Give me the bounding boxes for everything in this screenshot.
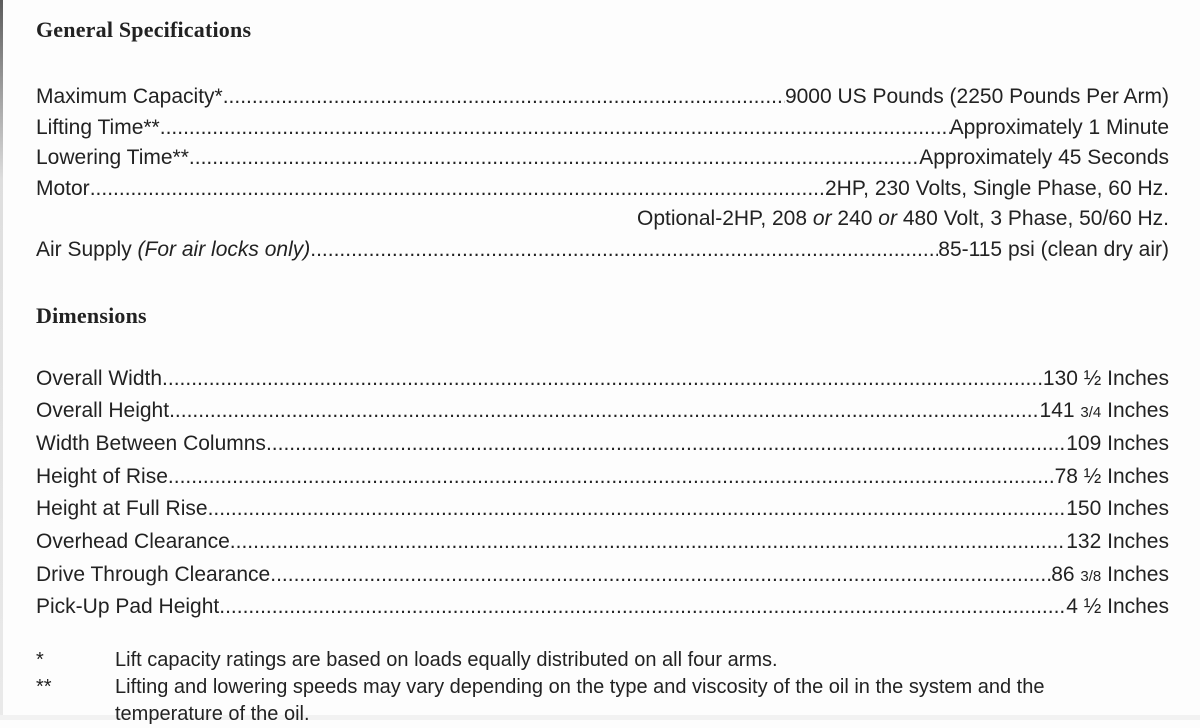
footnote-line: temperature of the oil. <box>115 703 310 726</box>
spec-label: Motor <box>36 176 90 200</box>
dim-row-pick-up-pad-height <box>36 592 1169 625</box>
dim-value-unit: Inches <box>1101 595 1169 619</box>
footnote-capacity <box>36 647 1164 674</box>
spec-value: 9000 US Pounds (2250 Pounds Per Arm) <box>784 85 1169 108</box>
dot-leader <box>162 364 1043 395</box>
dim-value <box>1055 462 1169 495</box>
motor-optional-text: 240 <box>831 207 879 231</box>
spec-row-maximum-capacity <box>36 82 1169 113</box>
footnote-marker: * <box>36 649 44 672</box>
dim-value-number: 78 ½ <box>1054 464 1102 488</box>
dim-value-number: 86 <box>1051 562 1081 586</box>
dim-label: Drive Through Clearance <box>36 562 271 586</box>
dot-leader <box>270 560 1051 591</box>
dim-value-number: 150 <box>1066 497 1102 521</box>
dot-leader <box>169 396 1039 427</box>
dim-row-drive-through-clearance <box>36 560 1169 593</box>
dim-row-height-at-full-rise <box>36 494 1169 527</box>
spec-value: 2HP, 230 Volts, Single Phase, 60 Hz. <box>825 176 1169 200</box>
dim-value-fraction: 3/4 <box>1080 404 1102 422</box>
dim-label: Overall Height <box>36 399 170 423</box>
spec-label: Maximum Capacity* <box>36 85 223 108</box>
dot-leader <box>230 527 1066 558</box>
dim-label: Height of Rise <box>36 464 168 488</box>
dim-row-height-of-rise <box>36 462 1169 495</box>
dim-value-unit: Inches <box>1101 464 1169 488</box>
dim-row-overall-width <box>36 364 1169 397</box>
dim-value <box>1066 494 1169 527</box>
footnote-marker: ** <box>36 676 52 699</box>
spec-row-air-supply <box>36 235 1169 266</box>
dim-value-number: 109 <box>1066 431 1102 455</box>
dim-value-unit: Inches <box>1101 562 1169 586</box>
spec-value: Approximately 45 Seconds <box>919 146 1169 170</box>
spec-row-lowering-time <box>36 143 1169 174</box>
dim-label: Height at Full Rise <box>36 497 208 521</box>
motor-optional-or: or <box>812 207 832 231</box>
spec-row-motor <box>36 174 1169 205</box>
dot-leader <box>208 494 1067 525</box>
general-specifications-table <box>36 82 1169 266</box>
spec-row-lifting-time <box>36 113 1169 144</box>
dot-leader <box>219 592 1066 623</box>
dim-value-unit: Inches <box>1101 431 1169 455</box>
dim-value-unit: Inches <box>1101 399 1169 423</box>
dim-value <box>1043 364 1169 397</box>
dot-leader <box>168 462 1055 493</box>
dim-value-unit: Inches <box>1101 497 1169 521</box>
dot-leader <box>266 429 1066 460</box>
footnote-line: Lift capacity ratings are based on loads equally distributed on all four arms. <box>115 649 778 672</box>
air-supply-label-italic: (For air locks only) <box>137 237 311 261</box>
dim-label: Overhead Clearance <box>36 530 230 554</box>
motor-optional-or: or <box>878 207 897 231</box>
dimensions-table <box>36 364 1169 626</box>
dot-leader <box>160 113 950 144</box>
dim-row-width-between-columns <box>36 429 1169 462</box>
dim-value-number: 4 ½ <box>1066 595 1102 619</box>
dim-value <box>1051 560 1169 593</box>
dim-value-unit: Inches <box>1101 366 1169 390</box>
footnote-text <box>115 647 1164 674</box>
motor-optional-text: 480 Volt, 3 Phase, 50/60 Hz. <box>896 207 1169 231</box>
spec-value: 85-115 psi (clean dry air) <box>938 237 1169 261</box>
dim-label: Pick-Up Pad Height <box>36 595 220 619</box>
dot-leader <box>223 82 785 113</box>
dim-row-overall-height <box>36 396 1169 429</box>
dot-leader <box>90 174 825 205</box>
dim-value <box>1066 429 1169 462</box>
motor-optional-text: Optional-2HP, 208 <box>636 207 813 231</box>
dim-value-number: 132 <box>1066 530 1102 554</box>
dim-value-number: 130 ½ <box>1042 366 1102 390</box>
dim-label: Overall Width <box>36 366 163 390</box>
dim-label: Width Between Columns <box>36 431 266 455</box>
dim-value-number: 141 <box>1039 399 1081 423</box>
spec-row-motor-optional <box>36 204 1169 235</box>
spec-value: Approximately 1 Minute <box>949 115 1169 139</box>
dot-leader <box>189 143 919 174</box>
dim-value <box>1066 527 1169 560</box>
spec-label: Lifting Time** <box>36 115 160 139</box>
section-heading-dimensions: Dimensions <box>36 302 147 328</box>
dim-value-unit: Inches <box>1101 530 1169 554</box>
footnote-line: Lifting and lowering speeds may vary depending on the type and viscosity of the oil in the system and the <box>115 676 1045 699</box>
dot-leader <box>310 235 938 266</box>
dim-row-overhead-clearance <box>36 527 1169 560</box>
dim-value-fraction: 3/8 <box>1080 567 1102 585</box>
dim-value <box>1040 396 1169 429</box>
spec-label <box>36 235 310 266</box>
section-heading-general-specifications: General Specifications <box>36 17 252 42</box>
dim-value <box>1066 592 1169 625</box>
spec-label: Lowering Time** <box>36 146 189 170</box>
air-supply-label-text: Air Supply <box>36 237 138 261</box>
footnotes-section <box>36 647 1164 728</box>
